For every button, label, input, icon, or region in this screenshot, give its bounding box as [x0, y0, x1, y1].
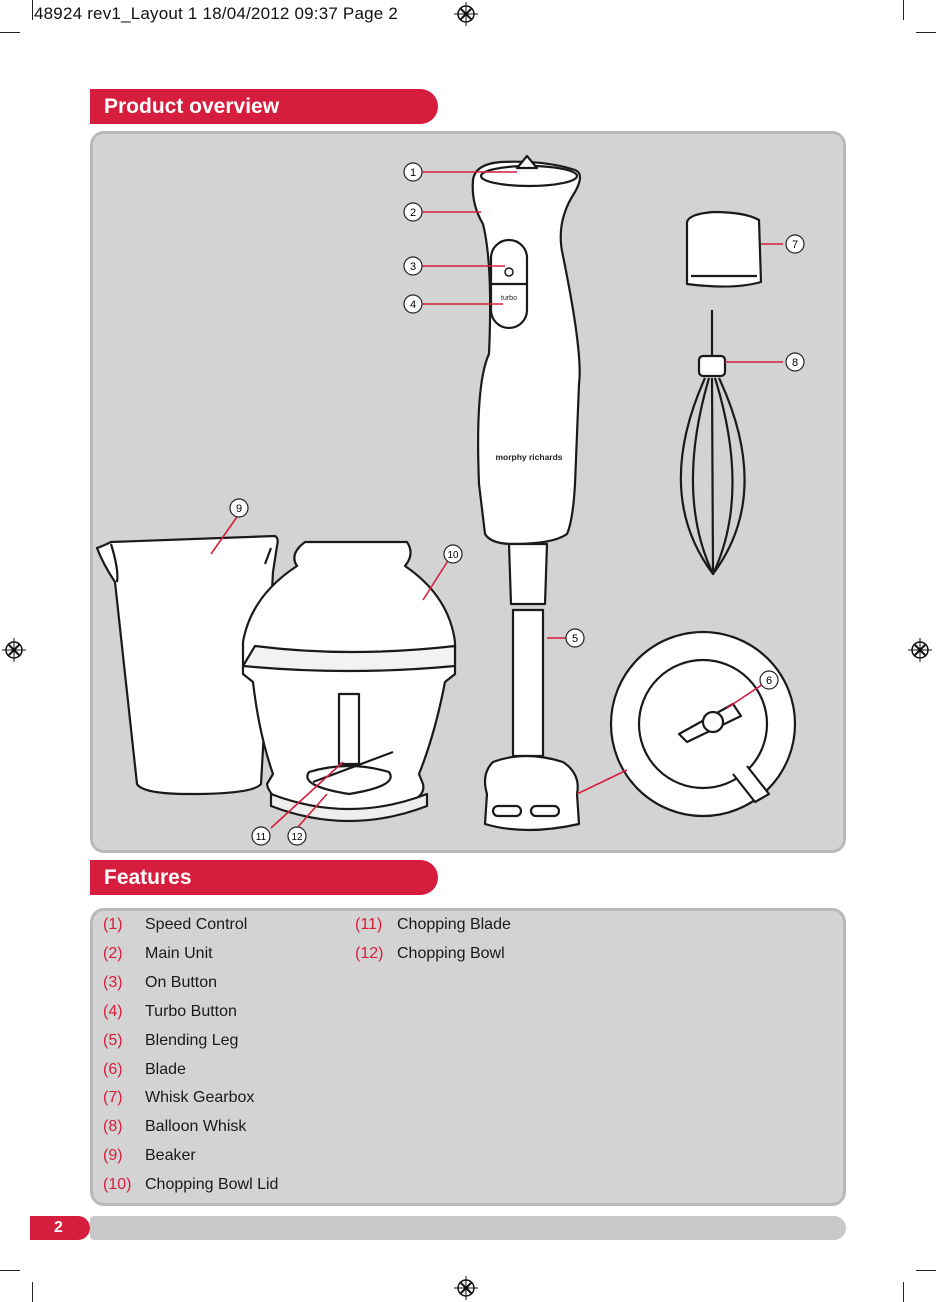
crop-mark — [903, 1282, 904, 1302]
callout-number: 4 — [409, 299, 417, 311]
callout-1 — [404, 163, 422, 181]
callout-number: 11 — [255, 832, 267, 843]
feature-label: Chopping Bowl Lid — [145, 1176, 279, 1193]
blending-leg-drawing — [509, 544, 547, 604]
callout-number: 2 — [409, 207, 417, 219]
callout-number: 6 — [765, 675, 773, 687]
crop-mark — [916, 1270, 936, 1271]
callout-5 — [566, 629, 584, 647]
product-diagram-panel — [90, 131, 846, 853]
print-slug: 48924 rev1_Layout 1 18/04/2012 09:37 Page 2 — [34, 4, 399, 23]
footer-bar — [90, 1216, 846, 1240]
callout-12 — [288, 827, 306, 845]
feature-number: (4) — [103, 1003, 123, 1020]
feature-label: Turbo Button — [145, 1003, 237, 1020]
product-overview-heading: Product overview — [90, 89, 438, 124]
feature-number: (8) — [103, 1118, 123, 1135]
registration-mark-icon — [908, 638, 932, 662]
callout-8 — [786, 353, 804, 371]
crop-mark — [32, 0, 33, 20]
registration-mark-icon — [454, 1276, 478, 1300]
feature-label: Whisk Gearbox — [145, 1089, 255, 1106]
feature-label: Balloon Whisk — [145, 1118, 247, 1135]
feature-number: (12) — [355, 945, 384, 962]
callout-number: 7 — [791, 239, 799, 251]
callout-3 — [404, 257, 422, 275]
feature-label: Speed Control — [145, 916, 248, 933]
registration-mark-icon — [2, 638, 26, 662]
crop-mark — [903, 0, 904, 20]
callout-9 — [230, 499, 248, 517]
callout-10 — [444, 545, 462, 563]
feature-number: (7) — [103, 1089, 123, 1106]
callout-number: 3 — [409, 261, 417, 273]
crop-mark — [916, 32, 936, 33]
callout-11 — [252, 827, 270, 845]
features-panel — [90, 908, 846, 1206]
callout-2 — [404, 203, 422, 221]
features-heading: Features — [90, 860, 438, 895]
feature-label: Beaker — [145, 1147, 196, 1164]
feature-label: On Button — [145, 974, 218, 991]
callout-6 — [760, 671, 778, 689]
feature-label: Chopping Blade — [397, 916, 511, 933]
brand-logo: morphy richards — [495, 452, 563, 462]
feature-number: (10) — [103, 1176, 132, 1193]
registration-mark-icon — [454, 2, 478, 26]
callout-number: 9 — [235, 503, 243, 515]
crop-mark — [0, 32, 20, 33]
callout-number: 5 — [571, 633, 579, 645]
feature-label: Chopping Bowl — [397, 945, 505, 962]
callout-number: 1 — [409, 167, 417, 179]
feature-number: (6) — [103, 1061, 123, 1078]
feature-label: Blade — [145, 1061, 186, 1078]
callout-4 — [404, 295, 422, 313]
callout-number: 10 — [447, 550, 459, 561]
feature-number: (1) — [103, 916, 123, 933]
callout-7 — [786, 235, 804, 253]
turbo-label: turbo — [501, 295, 517, 302]
crop-mark — [32, 1282, 33, 1302]
feature-number: (9) — [103, 1147, 123, 1164]
page-number: 2 — [30, 1216, 90, 1240]
main-unit-drawing — [473, 162, 580, 544]
feature-number: (11) — [355, 916, 383, 933]
balloon-whisk-drawing — [699, 356, 725, 376]
feature-number: (5) — [103, 1032, 123, 1049]
crop-mark — [0, 1270, 20, 1271]
feature-number: (2) — [103, 945, 123, 962]
hand-blender-illustration — [93, 134, 843, 850]
callout-number: 8 — [791, 357, 799, 369]
feature-number: (3) — [103, 974, 123, 991]
callout-number: 12 — [291, 832, 303, 843]
feature-label: Main Unit — [145, 945, 213, 962]
feature-label: Blending Leg — [145, 1032, 239, 1049]
